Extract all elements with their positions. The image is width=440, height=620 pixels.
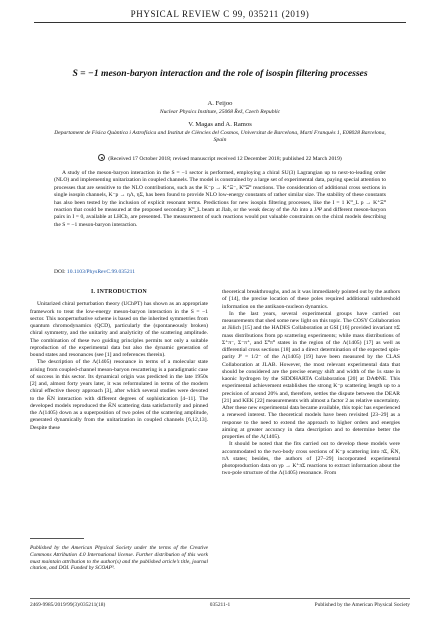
running-head: PHYSICAL REVIEW C 99, 035211 (2019) (130, 9, 310, 19)
right-column (222, 289, 400, 478)
intro-paragraph-2: The description of the Λ(1405) resonance in terms of a molecular state arising from coupled-channel meson-baryon rescattering is a paradigmatic case of success in this sector. Its dynamical origin was predicted in the late 1950s [2] and, almost forty years later, it was reformulated in terms of the modern chiral effective theory approach [3], after which several studies were devoted to the K̄N interaction with different degrees of sophistication [4–11]. The developed models reproduced the K̄N scattering data satisfactorily and pinned the Λ(1405) down as a superposition of two poles of the scattering amplitude, generated dynamically from the unitarization in coupled channels [6,12,13]. Despite these (30, 359, 208, 431)
footer-publisher: Published by the American Physical Society (314, 602, 410, 608)
affiliation-barcelona: Departament de Física Quàntica i Astrofísica and Institut de Ciències del Cosmos, Universitat de Barcelona, Martí Franquès 1, E08028 Barcelona, Spain (54, 130, 386, 143)
header-rule (34, 22, 406, 23)
doi-label: DOI: (54, 269, 67, 275)
affiliation-czech: Nuclear Physics Institute, 25068 Řež, Czech Republic (159, 109, 281, 115)
footer-rule (30, 598, 410, 599)
right-paragraph-2: In the last years, several experimental groups have carried out measurements that shed some new light on this topic. The COSY Collaboration at Jülich [15] and the HADES Collaboration at GSI [16] provided invariant πΣ mass distributions from pp scattering experiments; while mass distributions of Σ⁺π⁻, Σ⁻π⁺, and Σ⁰π⁰ states in the region of the Λ(1405) [17] as well as differential cross sections [18] and a direct determination of the expected spin-parity Jᴾ = 1/2⁻ of the Λ(1405) [19] have been measured by the CLAS Collaboration at JLAB. However, the most relevant experimental data that should be considered are the precise energy shift and width of the 1s state in kaonic hydrogen by the SIDDHARTA Collaboration [20] at DAΦNE. This experimental achievement establishes the strong K⁻p scattering length up to a precision of around 20% and, therefore, settles the dispute between the DEAR [21] and KEK [22] measurements with almost a factor 2 as relative uncertainty. After these new experimental data became available, this topic has experienced a renewed interest. The theoretical models have been revisited [23–29] as a response to the need to extend the approach to higher orders and energies aiming at greater accuracy in data description and to determine better the properties of the Λ(1405). (222, 310, 400, 440)
article-title: S = −1 meson-baryon interaction and the role of isospin filtering processes (72, 68, 368, 79)
received-dates (60, 154, 380, 163)
doi-link[interactable]: 10.1103/PhysRevC.99.035211 (66, 269, 136, 275)
footer-page-number: 035211-1 (209, 602, 231, 608)
footer-issn: 2469-9985/2019/99(3)/035211(18) (30, 602, 106, 608)
author-feijoo: A. Feijoo (207, 100, 233, 107)
license-footnote: Published by the American Physical Society under the terms of the Creative Commons Attribution 4.0 International license. Further distribution of this work must maintain attribution to the author(s) and the published article’s title, journal citation, and DOI. Funded by SCOAP³. (30, 545, 208, 572)
right-paragraph-3: It should be noted that the fits carried out to develop these models were accommodated to the two-body cross sections of K⁻p scattering into πΣ, K̄N, πΛ states; besides, the authors of [27–29] incorporated experimental photoproduction data on γp → K⁺πΣ reactions to extract information about the two-pole structure of the Λ(1405) resonance. From (222, 441, 400, 477)
right-paragraph-1: theoretical breakthroughs, and as it was immediately pointed out by the authors of [14], the precise location of these poles required additional subthreshold information on the antikaon-nucleon dynamics. (222, 289, 400, 310)
doi-line (54, 269, 386, 276)
left-column (30, 289, 208, 432)
abstract: A study of the meson-baryon interaction in the S = −1 sector is performed, employing a chiral SU(3) Lagrangian up to next-to-leading order (NLO) and implementing unitarization in coupled channels. The model is constrained by a large set of experimental data, paying special attention to processes that are sensitive to the NLO contributions, such as the K⁻p → K⁺Ξ⁻, K⁰Ξ⁰ reactions. The consideration of additional cross sections in single isospin channels, K⁻p → ηΛ, ηΣ, has been found to provide NLO low-energy constants of rather similar size. The stability of these constants has also been tested by the inclusion of explicit resonant terms. Predictions for new isospin filtering processes, like the I = 1 K⁰_L p → K⁺Ξ⁰ reaction that could be measured at the proposed secondary K⁰_L beam at Jlab, or the weak decay of the Λb into a J/Ψ and different meson-baryon pairs in I = 0, available at LHCb, are presented. The measurement of such reactions would put valuable constraints on the chiral models describing the S = −1 meson-baryon interaction. (54, 170, 386, 228)
received-text: (Received 17 October 2018; revised manuscript received 12 December 2018; published 22 March 2019) (108, 156, 342, 162)
check-for-updates-icon[interactable] (98, 154, 105, 161)
footnote-rule (30, 538, 84, 539)
section-heading: I. INTRODUCTION (90, 289, 148, 295)
intro-paragraph-1: Unitarized chiral perturbation theory (UChPT) has shown as an appropriate framework to treat the low-energy meson-baryon interaction in the S = −1 sector. This nonperturbative scheme is based on the inherited symmetries from quantum chromodynamics (QCD), particularly the (spontaneously broken) chiral symmetry, and the unitarity and analyticity of the scattering amplitude. The combination of these two guiding principles permits not only a suitable reproduction of the experimental data but also the dynamic generation of bound states and resonances (see [1] and references therein). (30, 301, 208, 358)
author-magas-ramos: V. Magas and A. Ramos (188, 121, 252, 128)
